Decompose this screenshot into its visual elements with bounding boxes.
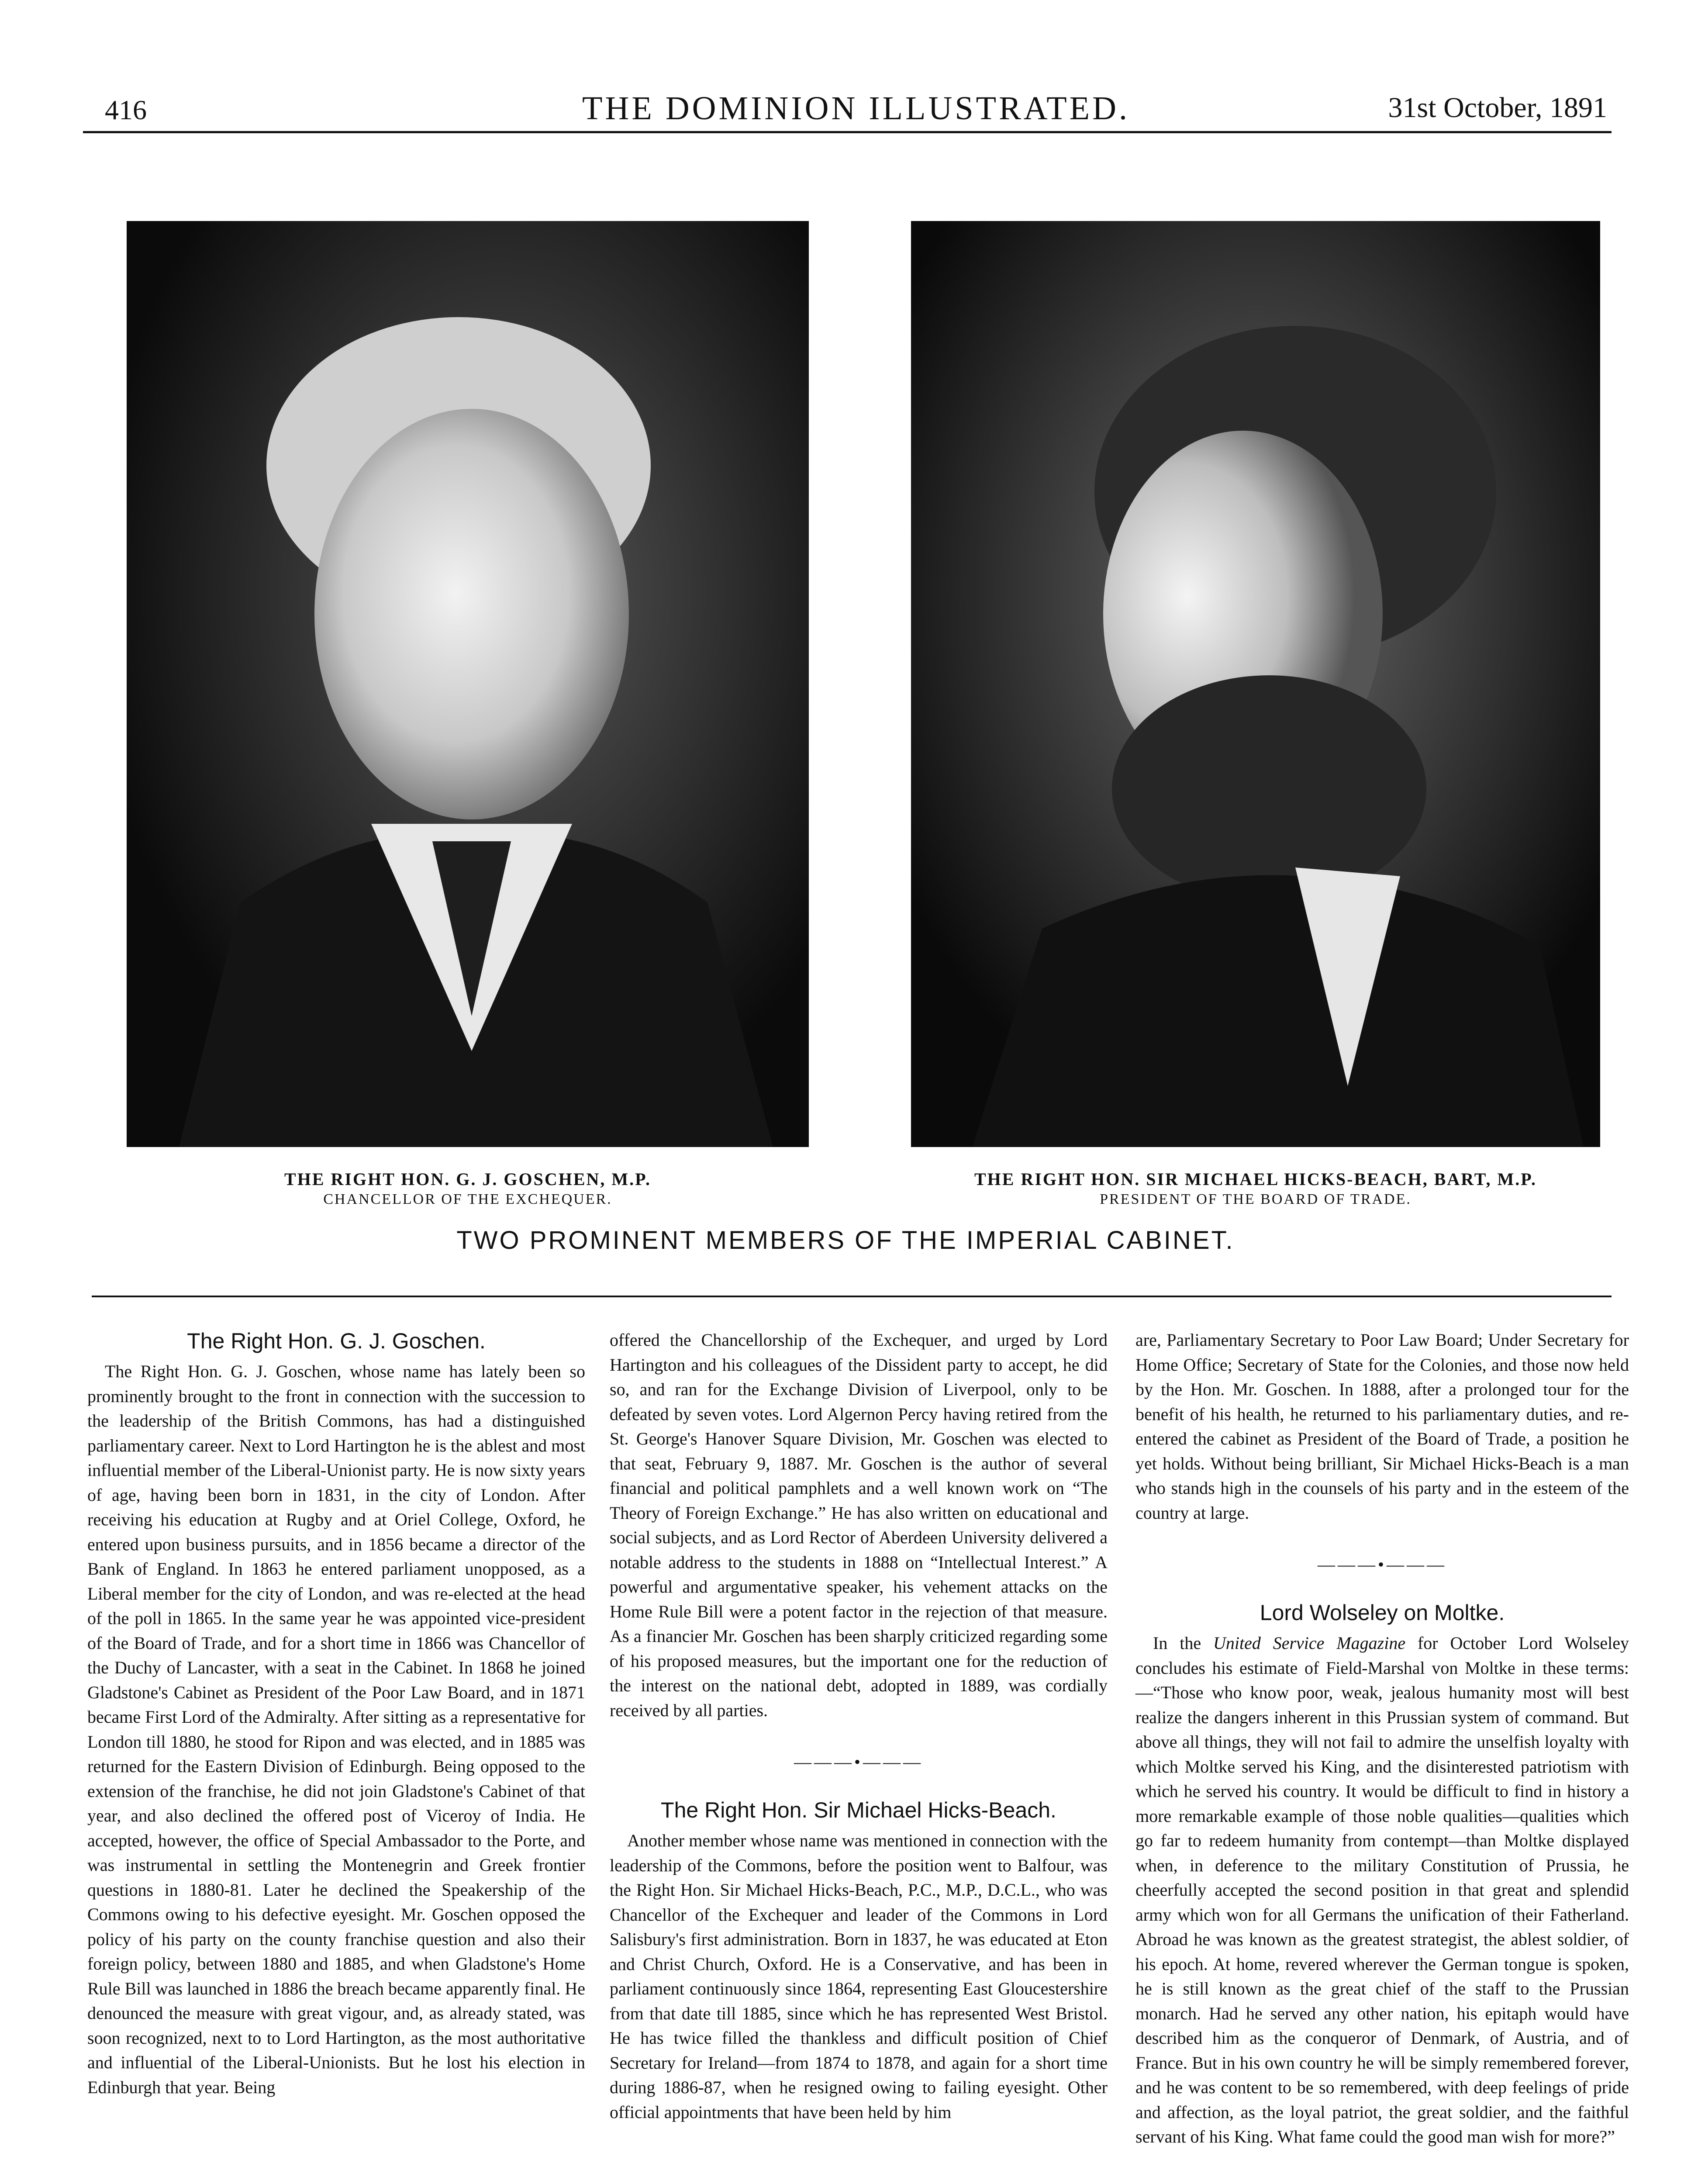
caption-goschen [127,1169,809,1208]
figure-caption: TWO PROMINENT MEMBERS OF THE IMPERIAL CABINET. [456,1226,1235,1254]
masthead: THE DOMINION ILLUSTRATED. [582,90,1130,127]
column-2 [610,1328,1108,2125]
article-paragraph: The Right Hon. G. J. Goschen, whose name has lately been so prominently brought to the front in connection with the succession to the leadership of the British Commons, has had a distinguished parliamentary career. Next to Lord Hartington he is the ablest and most influential member of the Liberal-Unionist party. He is now sixty years of age, having been born in 1831, in the city of London. After receiving his education at Rugby and at Oriel College, Oxford, he entered upon business pursuits, and in 1856 became a director of the Bank of England. In 1863 he entered parliament unopposed, as a Liberal member for the city of London, and was re-elected at the head of the poll in 1865. In the same year he was appointed vice-president of the Board of Trade, and for a short time in 1866 was Chancellor of the Duchy of Lancaster, with a seat in the Cabinet. In 1868 he joined Gladstone's Cabinet as President of the Poor Law Board, and in 1871 became First Lord of the Admiralty. After sitting as a representative for London till 1880, he stood for Ripon and was elected, and in 1885 was returned for the Eastern Division of Edinburgh. Being opposed to the extension of the franchise, he did not join Gladstone's Cabinet of that year, and also declined the offered post of Viceroy of India. He accepted, however, the office of Special Ambassador to the Porte, and was instrumental in settling the Montenegrin and Greek frontier questions in 1880-81. Later he declined the Speakership of the Commons owing to his defective eyesight. Mr. Goschen opposed the policy of his party on the county franchise question and also their foreign policy, between 1880 and 1885, and when Gladstone's Home Rule Bill was launched in 1886 the breach became apparently final. He denounced the measure with great vigour, and, as already stated, was soon recognized, next to to Lord Hartington, as the most authoritative and influential of the Liberal-Unionists. But he lost his election in Edinburgh that year. Being [87,1362,585,2097]
section-divider: ———•——— [794,1752,923,1772]
caption-name: THE RIGHT HON. G. J. GOSCHEN, M.P. [284,1169,651,1189]
section-divider: ———•——— [1317,1555,1447,1574]
caption-name: THE RIGHT HON. SIR MICHAEL HICKS-BEACH, BART, M.P. [974,1169,1537,1189]
article-paragraph: offered the Chancellorship of the Exchequer, and urged by Lord Hartington and his colleagues of the Dissident party to accept, he did so, and ran for the Exchange Division of Liverpool, only to be defeated by seven votes. Lord Algernon Percy having retired from the St. George's Hanover Square Division, Mr. Goschen was elected to that seat, February 9, 1887. Mr. Goschen is the author of several financial and political pamphlets and a well known work on “The Theory of Foreign Exchange.” He has also written on educational and social subjects, and as Lord Rector of Aberdeen University delivered a notable address to the students in 1888 on “Intellectual Interest.” A powerful and argumentative speaker, his vehement attacks on the Home Rule Bill were a potent factor in the rejection of that measure. As a financier Mr. Goschen has been sharply criticized regarding some of his proposed measures, but the important one for the reduction of the interest on the national debt, adopted in 1889, was cordially received by all parties. [610,1330,1108,1720]
section-rule [92,1296,1612,1297]
page-number: 416 [105,94,147,125]
text-run: for October Lord Wolseley concludes his estimate of Field-Marshal von Moltke in these terms:—“Those who know poor, weak, jealous humanity most will best realize the dangers inherent in this Prussian system of command. But above all things, they will not fail to admire the unselfish loyalty with which Moltke served his King, and the disinterested patriotism with which he served his country. It would be difficult to find in history a more remarkable example of those noble qualities—qualities which go far to redeem humanity from contempt—than Moltke displayed when, in deference to the military Constitution of Prussia, he cheerfully accepted the second position in that great and splendid army which won for all Germans the unification of their Fatherland. Abroad he was known as the greatest strategist, the ablest soldier, of his epoch. At home, revered wherever the German tongue is spoken, he is still known as the great chief of the staff to the Prussian monarch. Had he served any other nation, his epitaph would have described him as the conqueror of Denmark, of Austria, and of France. But in his own country he will be simply remembered forever, and he was content to be so remembered, with deep feelings of pride and affection, as the loyal patriot, the great soldier, and the faithful servant of his King. What fame could the good man wish for more?” [1135,1633,1629,2146]
header-rule [83,131,1612,133]
issue-date: 31st October, 1891 [1388,92,1607,124]
column-1 [87,1328,585,2100]
caption-title: CHANCELLOR OF THE EXCHEQUER. [323,1191,612,1207]
page-header [105,85,1607,133]
article-heading: The Right Hon. Sir Michael Hicks-Beach. [661,1798,1056,1822]
caption-title: PRESIDENT OF THE BOARD OF TRADE. [1100,1191,1411,1207]
article-paragraph: are, Parliamentary Secretary to Poor Law Board; Under Secretary for Home Office; Secretary of State for the Colonies, and those now held by the Hon. Mr. Goschen. In 1888, after a prolonged tour for the benefit of his health, he returned to his parliamentary duties, and re-entered the cabinet as President of the Board of Trade, a position he yet holds. Without being brilliant, Sir Michael Hicks-Beach is a man who stands high in the counsels of his party and in the esteem of the country at large. [1135,1330,1629,1523]
article-paragraph: Another member whose name was mentioned in connection with the leadership of the Commons, before the position went to Balfour, was the Right Hon. Sir Michael Hicks-Beach, P.C., M.P., D.C.L., who was Chancellor of the Exchequer and leader of the Commons in Lord Salisbury's first administration. Born in 1837, he was educated at Eton and Christ Church, Oxford. He is a Conservative, and has been in parliament continuously since 1864, representing East Gloucestershire from that date till 1885, since which he has represented West Bristol. He has twice filled the thankless and difficult position of Chief Secretary for Ireland—from 1874 to 1878, and again for a short time during 1886-87, when he resigned owing to failing eyesight. Other official appointments that have been held by him [610,1831,1108,2122]
portrait-hicks-beach [911,221,1600,1147]
caption-hicks-beach [911,1169,1600,1208]
article-heading: The Right Hon. G. J. Goschen. [187,1329,486,1353]
magazine-title: United Service Magazine [1213,1633,1406,1653]
article-heading: Lord Wolseley on Moltke. [1260,1600,1505,1625]
article-paragraph [1135,1631,1629,2149]
text-run: In the [1153,1633,1213,1653]
portrait-goschen [127,221,809,1147]
column-3 [1135,1328,1629,2149]
